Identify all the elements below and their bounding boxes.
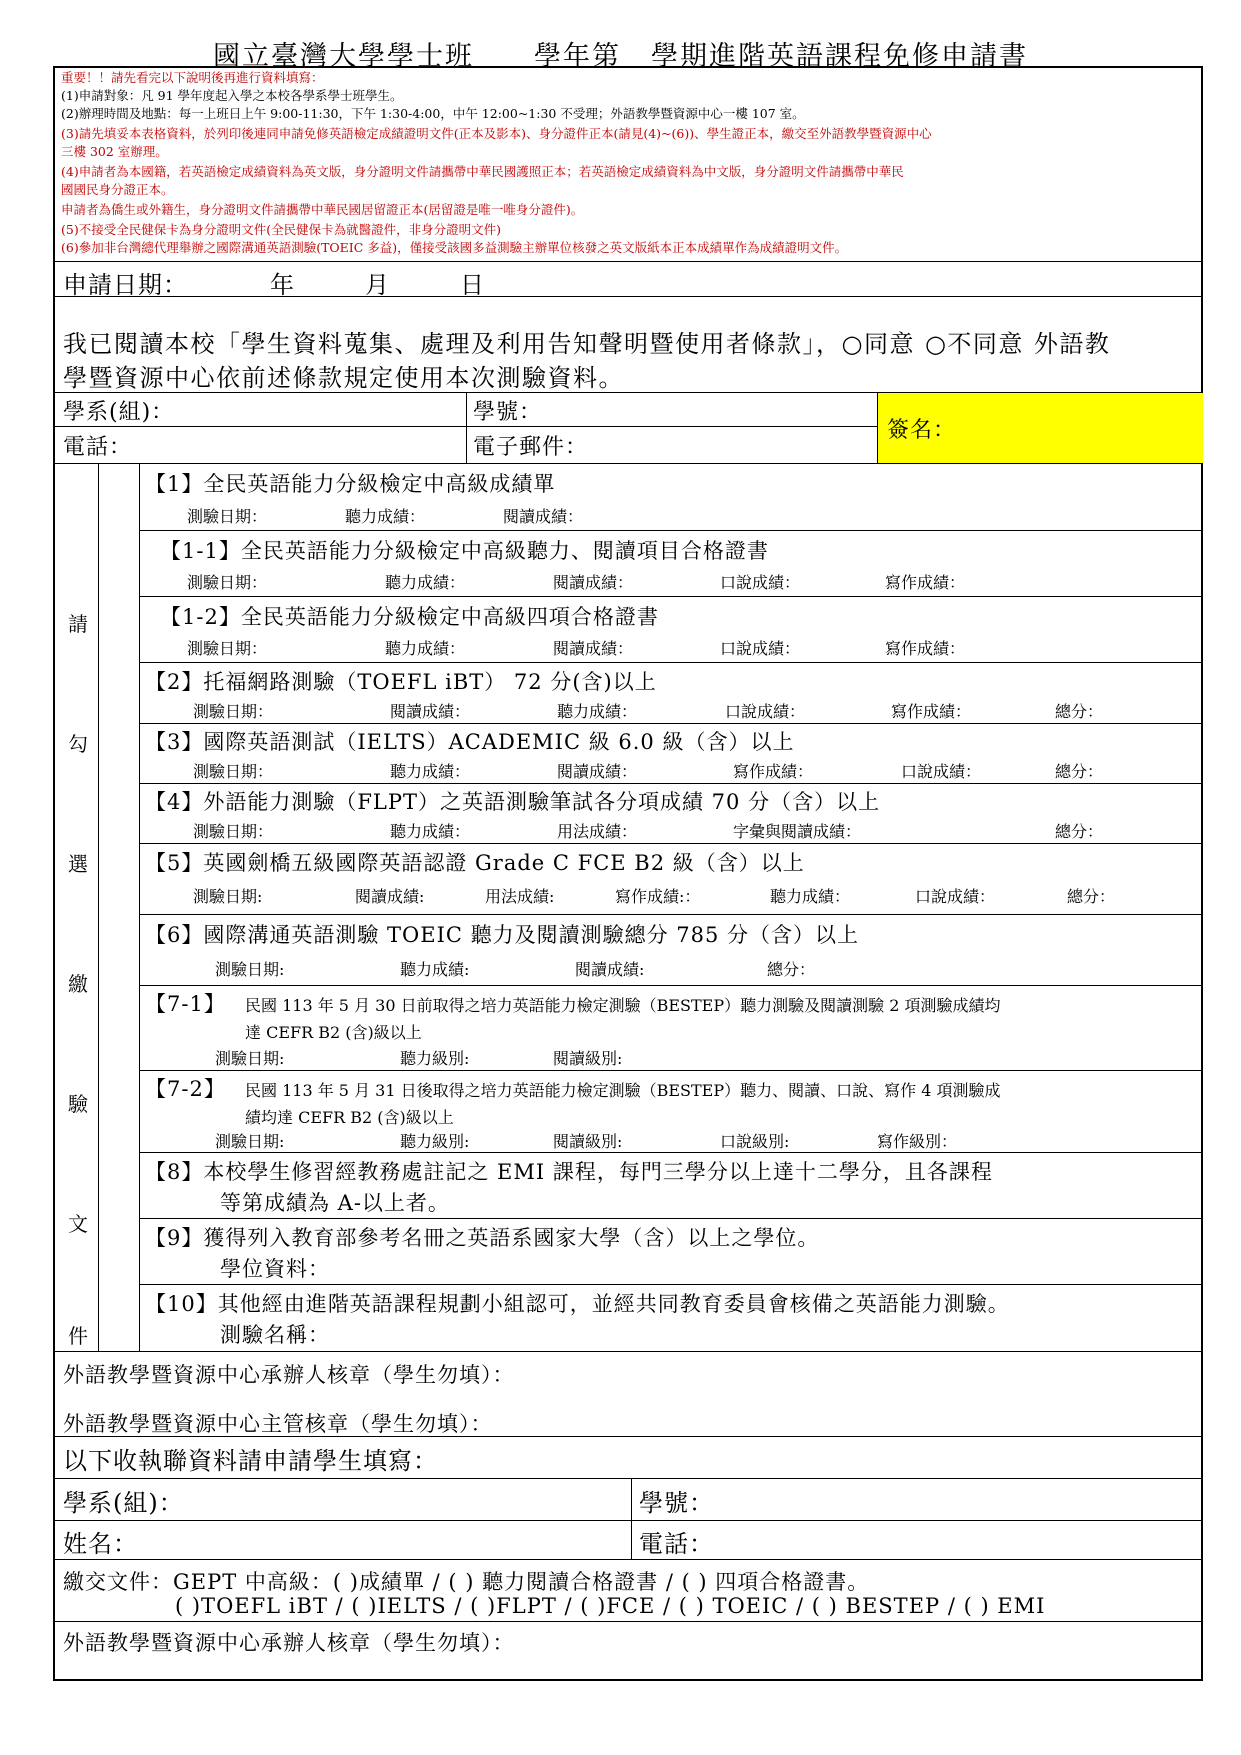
- receipt-docs-line-1: 繳交文件：GEPT 中高級：( )成績單 / ( ) 聽力閱讀合格證書 / ( ) 四項合格證書。: [63, 1570, 870, 1594]
- consent-tail: 外語教: [1033, 330, 1111, 358]
- sub-field: 閱讀成績：: [553, 639, 634, 658]
- option-8-title[interactable]: 【8】本校學生修習經教務處註記之 EMI 課程，每門三學分以上達十二學分，且各課程: [145, 1160, 993, 1184]
- receipt-handler-stamp: 外語教學暨資源中心承辦人核章（學生勿填）：: [63, 1631, 515, 1655]
- sub-field: 測驗日期:: [215, 1132, 285, 1151]
- sub-field: 閱讀成績：: [557, 762, 638, 781]
- option-7-2-desc: 民國 113 年 5 月 31 日後取得之培力英語能力檢定測驗（BESTEP）聽力、閱讀、口說、寫作 4 項測驗成: [245, 1081, 1001, 1100]
- option-7-1-desc: 民國 113 年 5 月 30 日前取得之培力英語能力檢定測驗（BESTEP）聽力測驗及閱讀測驗 2 項測驗成績均: [245, 996, 1001, 1015]
- sub-field: 聽力成績：: [345, 507, 426, 526]
- sub-field: 寫作成績：: [733, 762, 814, 781]
- sub-field: 聽力成績：: [557, 702, 638, 721]
- sub-field: 測驗日期:: [215, 960, 285, 979]
- sub-field: 聽力級別:: [400, 1132, 470, 1151]
- sub-field: 測驗日期：: [187, 639, 268, 658]
- option-5-title[interactable]: 【5】英國劍橋五級國際英語認證 Grade C FCE B2 級（含）以上: [145, 851, 805, 875]
- sub-field: 總分：: [1055, 762, 1104, 781]
- note-line: 申請者為僑生或外籍生，身分證明文件請攜帶中華民國居留證正本(居留證是唯一唯身分證件)。: [61, 202, 584, 217]
- receipt-name-field[interactable]: 姓名：: [63, 1530, 138, 1558]
- sub-field: 測驗日期：: [193, 762, 274, 781]
- sub-field: 口說成績：: [901, 762, 982, 781]
- note-line: (6)參加非台灣總代理舉辦之國際溝通英語測驗(TOEIC 多益)，僅接受該國多益測驗主辦單位核發之英文版紙本正本成績單作為成績證明文件。: [61, 240, 848, 255]
- sub-field: 聽力成績：: [390, 822, 471, 841]
- sub-field: 寫作成績：: [885, 573, 966, 592]
- option-6-title[interactable]: 【6】國際溝通英語測驗 TOEIC 聽力及閱讀測驗總分 785 分（含）以上: [145, 923, 860, 947]
- sub-field: 聽力成績：: [385, 573, 466, 592]
- sub-field: 寫作成績：: [891, 702, 972, 721]
- side-char: 繳: [68, 972, 88, 996]
- option-7-1-title[interactable]: 【7-1】: [145, 992, 226, 1016]
- option-7-2-desc: 績均達 CEFR B2 (含)級以上: [245, 1108, 454, 1127]
- side-char: 請: [68, 612, 88, 636]
- receipt-heading: 以下收執聯資料請申請學生填寫：: [63, 1447, 438, 1475]
- sub-field: 口說成績：: [725, 702, 806, 721]
- receipt-docs-line-2: ( )TOEFL iBT / ( )IELTS / ( )FLPT / ( )FCE / ( ) TOEIC / ( ) BESTEP / ( ) EMI: [175, 1594, 1046, 1618]
- note-line: (4)申請者為本國籍，若英語檢定成績資料為英文版，身分證明文件請攜帶中華民國護照正本；若英語檢定成績資料為中文版，身分證明文件請攜帶中華民: [61, 164, 904, 179]
- option-7-1-desc: 達 CEFR B2 (含)級以上: [245, 1023, 422, 1042]
- side-char: 選: [68, 852, 88, 876]
- sub-field: 閱讀成績：: [553, 573, 634, 592]
- sub-field: 寫作級別：: [877, 1132, 958, 1151]
- sub-field: 測驗日期：: [187, 573, 268, 592]
- option-4-title[interactable]: 【4】外語能力測驗（FLPT）之英語測驗筆試各分項成績 70 分（含）以上: [145, 790, 881, 814]
- disagree-option[interactable]: ○不同意: [924, 330, 1024, 358]
- option-1-1-title[interactable]: 【1-1】全民英語能力分級檢定中高級聽力、閱讀項目合格證書: [160, 539, 769, 563]
- sub-field: 閱讀成績:: [575, 960, 645, 979]
- office-handler-stamp: 外語教學暨資源中心承辦人核章（學生勿填）：: [63, 1363, 515, 1387]
- receipt-phone-field[interactable]: 電話：: [639, 1530, 714, 1558]
- title-part-1: 國立臺灣大學學士班: [213, 41, 474, 72]
- sub-field: 總分：: [1055, 822, 1104, 841]
- sub-field: 口說級別:: [720, 1132, 790, 1151]
- option-1-2-title[interactable]: 【1-2】全民英語能力分級檢定中高級四項合格證書: [160, 605, 659, 629]
- sub-field: 總分：: [767, 960, 816, 979]
- sub-field: 聽力成績：: [770, 887, 851, 906]
- side-char: 勾: [68, 732, 88, 756]
- note-line: (2)辦理時間及地點：每一上班日上午 9:00-11:30，下午 1:30-4:00，中午 12:00~1:30 不受理；外語教學暨資源中心一樓 107 室。: [61, 106, 805, 121]
- side-char: 驗: [68, 1092, 88, 1116]
- sub-field: 用法成績：: [557, 822, 638, 841]
- sub-field: 閱讀級別:: [553, 1049, 623, 1068]
- sub-field: 閱讀成績：: [390, 702, 471, 721]
- sub-field: 聽力成績：: [385, 639, 466, 658]
- sub-field: 用法成績:: [485, 887, 555, 906]
- sub-field: 聽力成績:: [400, 960, 470, 979]
- option-9-title[interactable]: 【9】獲得列入教育部參考名冊之英語系國家大學（含）以上之學位。: [145, 1226, 820, 1250]
- student-id-field[interactable]: 學號：: [473, 400, 543, 425]
- sub-field: 聽力級別:: [400, 1049, 470, 1068]
- note-line: (3)請先填妥本表格資料，於列印後連同申請免修英語檢定成績證明文件(正本及影本)、身分證件正本(請見(4)~(6))、學生證正本，繳交至外語教學暨資源中心: [61, 126, 932, 141]
- option-10-title[interactable]: 【10】其他經由進階英語課程規劃小組認可，並經共同教育委員會核備之英語能力測驗。: [145, 1292, 1010, 1316]
- sub-field: 字彙與閱讀成績：: [733, 822, 862, 841]
- sub-field: 口說成績：: [720, 639, 801, 658]
- option-8-line2: 等第成績為 A-以上者。: [220, 1191, 450, 1215]
- sub-field: 測驗日期：: [193, 702, 274, 721]
- consent-line-1: [63, 324, 1110, 359]
- option-10-line2: 測驗名稱：: [220, 1323, 330, 1347]
- title-part-3: 學期進階英語課程免修申請書: [651, 41, 1028, 72]
- dept-field[interactable]: 學系(組)：: [63, 400, 175, 425]
- sub-field: 測驗日期：: [187, 507, 268, 526]
- sub-field: 測驗日期:: [215, 1049, 285, 1068]
- sub-field: 聽力成績：: [390, 762, 471, 781]
- receipt-student-id-field[interactable]: 學號：: [639, 1489, 714, 1517]
- sub-field: 口說成績：: [915, 887, 996, 906]
- sub-field: 測驗日期:: [193, 887, 263, 906]
- sub-field: 閱讀成績：: [503, 507, 584, 526]
- side-char: 件: [68, 1324, 88, 1348]
- email-field[interactable]: 電子郵件：: [473, 435, 589, 460]
- note-line: (1)申請對象：凡 91 學年度起入學之本校各學系學士班學生。: [61, 88, 403, 103]
- side-char: 文: [68, 1212, 88, 1236]
- agree-option[interactable]: ○同意: [841, 330, 915, 358]
- sub-field: 測驗日期：: [193, 822, 274, 841]
- signature-field[interactable]: 簽名：: [887, 418, 957, 443]
- title-part-2: 學年第: [534, 41, 621, 72]
- note-line: 三樓 302 室辦理。: [61, 144, 168, 159]
- application-form: [53, 66, 1203, 1681]
- consent-text: 我已閱讀本校「學生資料蒐集、處理及利用告知聲明暨使用者條款」，: [63, 330, 842, 358]
- option-3-title[interactable]: 【3】國際英語測試（IELTS）ACADEMIC 級 6.0 級（含）以上: [145, 730, 795, 754]
- note-line: 重要！！請先看完以下說明後再進行資料填寫：: [61, 70, 324, 85]
- option-9-line2: 學位資料：: [220, 1257, 330, 1281]
- sub-field: 閱讀級別:: [553, 1132, 623, 1151]
- sub-field: 總分：: [1067, 887, 1116, 906]
- sub-field: 寫作成績：: [885, 639, 966, 658]
- option-7-2-title[interactable]: 【7-2】: [145, 1077, 226, 1101]
- receipt-dept-field[interactable]: 學系(組)：: [63, 1489, 184, 1517]
- sub-field: 寫作成績:：: [615, 887, 701, 906]
- apply-date-year: 年: [270, 271, 295, 299]
- option-1-title[interactable]: 【1】全民英語能力分級檢定中高級成績單: [145, 472, 556, 496]
- option-2-title[interactable]: 【2】托福網路測驗（TOEFL iBT） 72 分(含)以上: [145, 670, 657, 694]
- sub-field: 口說成績：: [720, 573, 801, 592]
- phone-field[interactable]: 電話：: [63, 435, 133, 460]
- note-line: (5)不接受全民健保卡為身分證明文件(全民健保卡為就醫證件，非身分證明文件): [61, 222, 501, 237]
- apply-date-month: 月: [365, 271, 390, 299]
- note-line: 國國民身分證正本。: [61, 182, 174, 197]
- sub-field: 總分：: [1055, 702, 1104, 721]
- apply-date-day: 日: [460, 271, 485, 299]
- apply-date-label: 申請日期：: [63, 271, 188, 299]
- office-supervisor-stamp: 外語教學暨資源中心主管核章（學生勿填）：: [63, 1412, 493, 1436]
- sub-field: 閱讀成績:: [355, 887, 425, 906]
- consent-line-2: 學暨資源中心依前述條款規定使用本次測驗資料。: [63, 364, 624, 392]
